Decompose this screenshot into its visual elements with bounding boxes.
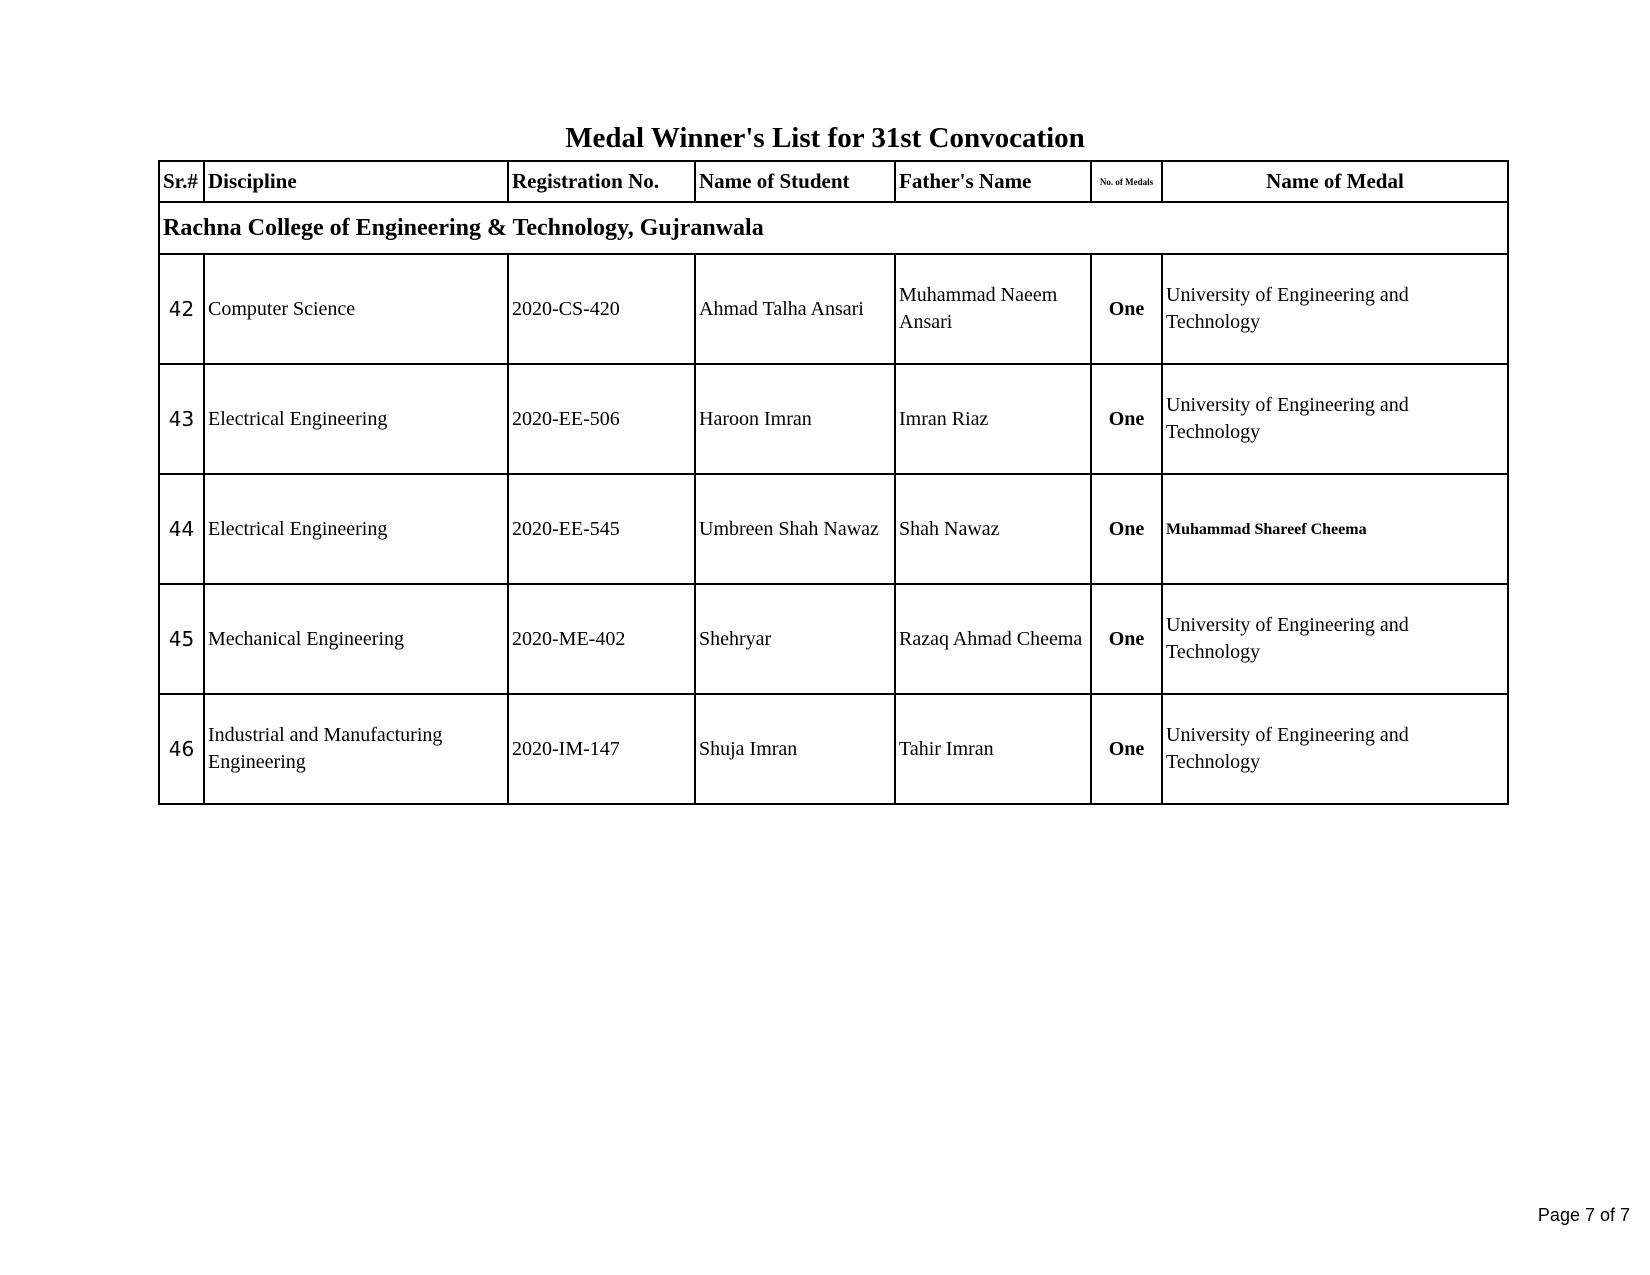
header-row	[159, 161, 1508, 202]
page-title: Medal Winner's List for 31st Convocation	[565, 122, 1085, 154]
medal-count-cell: One	[1091, 364, 1162, 474]
father-cell: Shah Nawaz	[895, 474, 1091, 584]
student-cell: Ahmad Talha Ansari	[695, 254, 895, 364]
table-row	[159, 254, 1508, 364]
sr-cell: 46	[159, 694, 204, 804]
table-row	[159, 474, 1508, 584]
student-cell: Haroon Imran	[695, 364, 895, 474]
father-cell: Imran Riaz	[895, 364, 1091, 474]
sr-cell: 45	[159, 584, 204, 694]
header-father: Father's Name	[895, 161, 1091, 202]
medal-count-cell: One	[1091, 474, 1162, 584]
medal-winners-table	[158, 160, 1509, 805]
father-cell: Tahir Imran	[895, 694, 1091, 804]
discipline-cell: Industrial and Manufacturing Engineering	[204, 694, 508, 804]
student-cell: Shehryar	[695, 584, 895, 694]
medal-count-cell: One	[1091, 254, 1162, 364]
student-cell: Shuja Imran	[695, 694, 895, 804]
header-medals-count: No. of Medals	[1091, 161, 1162, 202]
discipline-cell: Electrical Engineering	[204, 364, 508, 474]
medal-count-cell: One	[1091, 694, 1162, 804]
registration-cell: 2020-EE-506	[508, 364, 695, 474]
registration-cell: 2020-ME-402	[508, 584, 695, 694]
father-cell: Muhammad Naeem Ansari	[895, 254, 1091, 364]
header-discipline: Discipline	[204, 161, 508, 202]
discipline-cell: Computer Science	[204, 254, 508, 364]
page-number: Page 7 of 7	[1537, 1205, 1630, 1225]
medal-name-cell: Muhammad Shareef Cheema	[1162, 474, 1508, 584]
header-registration: Registration No.	[508, 161, 695, 202]
discipline-cell: Mechanical Engineering	[204, 584, 508, 694]
sr-cell: 43	[159, 364, 204, 474]
registration-cell: 2020-EE-545	[508, 474, 695, 584]
college-row	[159, 202, 1508, 254]
college-name: Rachna College of Engineering & Technology, Gujranwala	[159, 202, 1508, 254]
medal-count-cell: One	[1091, 584, 1162, 694]
registration-cell: 2020-IM-147	[508, 694, 695, 804]
medal-name-cell: University of Engineering and Technology	[1162, 584, 1508, 694]
table-row	[159, 694, 1508, 804]
header-sr: Sr.#	[159, 161, 204, 202]
medal-name-cell: University of Engineering and Technology	[1162, 694, 1508, 804]
sr-cell: 42	[159, 254, 204, 364]
registration-cell: 2020-CS-420	[508, 254, 695, 364]
medal-name-cell: University of Engineering and Technology	[1162, 364, 1508, 474]
student-cell: Umbreen Shah Nawaz	[695, 474, 895, 584]
header-student: Name of Student	[695, 161, 895, 202]
discipline-cell: Electrical Engineering	[204, 474, 508, 584]
medal-name-cell: University of Engineering and Technology	[1162, 254, 1508, 364]
header-medal-name: Name of Medal	[1162, 161, 1508, 202]
table-row	[159, 584, 1508, 694]
sr-cell: 44	[159, 474, 204, 584]
table-row	[159, 364, 1508, 474]
father-cell: Razaq Ahmad Cheema	[895, 584, 1091, 694]
